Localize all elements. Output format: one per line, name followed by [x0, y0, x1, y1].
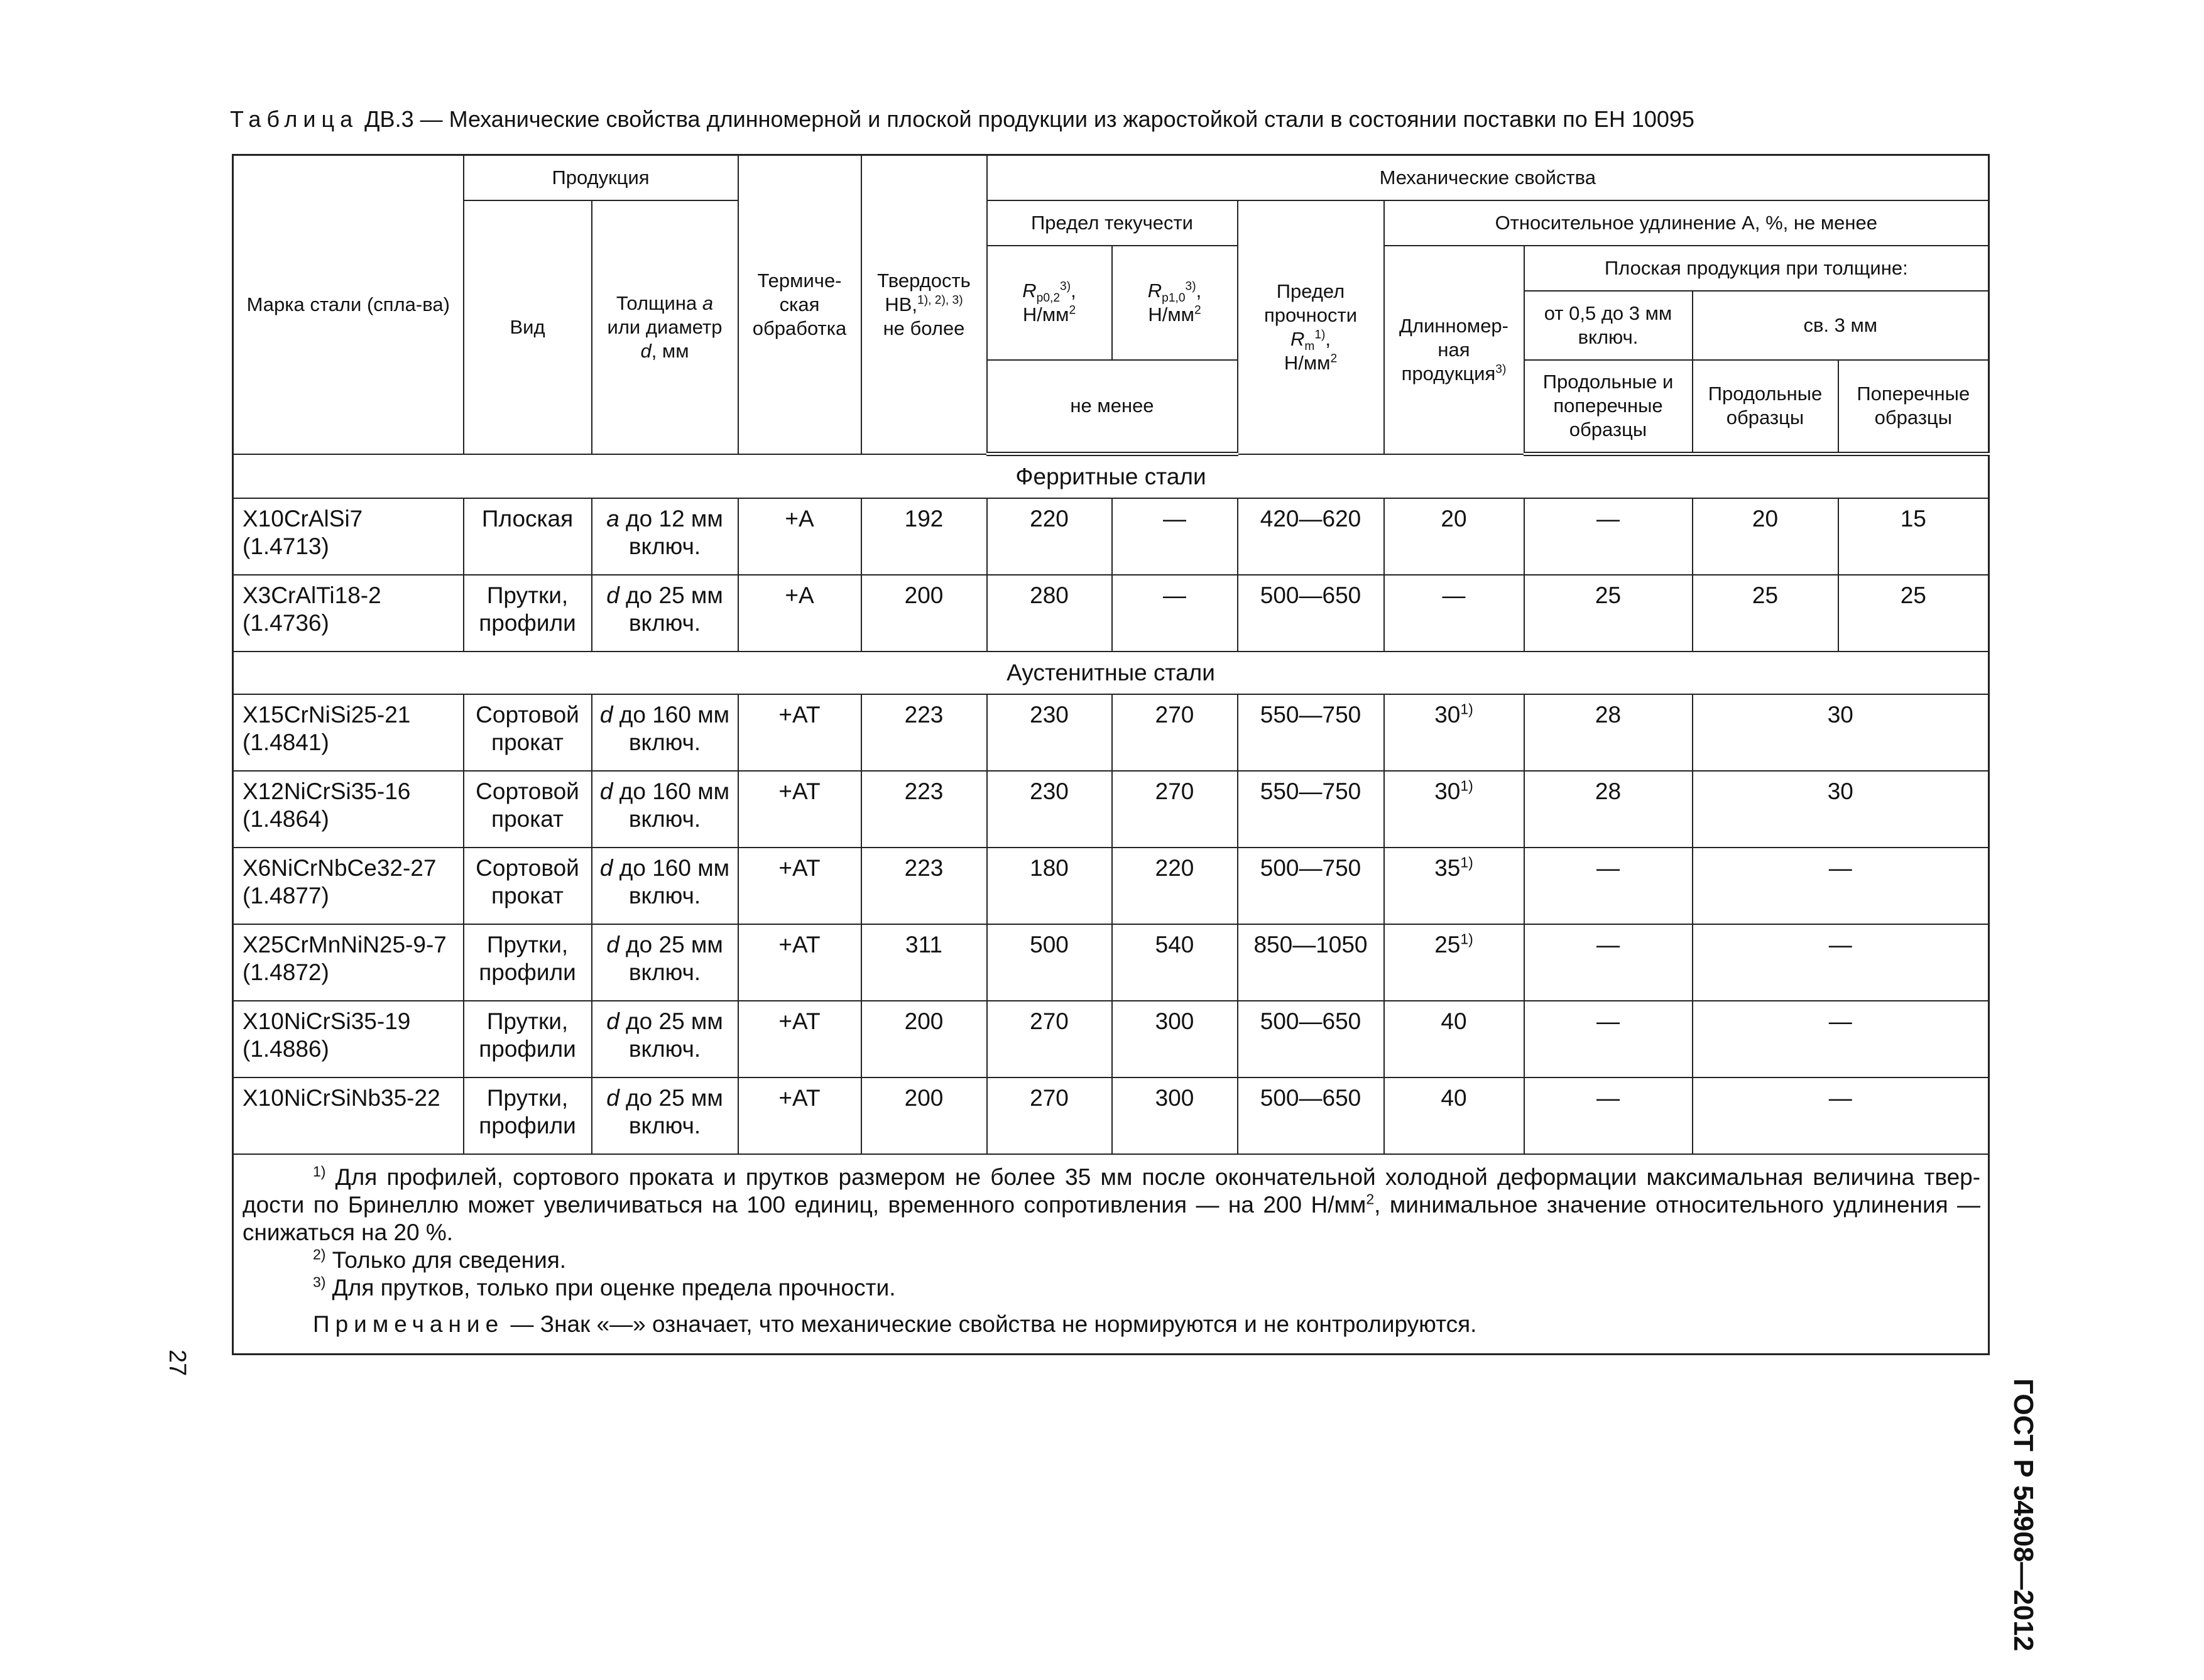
steel-grade: X12NiCrSi35-16 [243, 778, 411, 804]
header-hardness [861, 155, 987, 454]
long-products-label: Длинномер-ная продукция [1399, 314, 1508, 385]
footnote-2 [243, 1246, 1980, 1274]
header-grade: Марка стали (спла-ва) [233, 155, 464, 454]
header-mechanical-properties: Механические свойства [987, 155, 1989, 200]
cell-grade [233, 1077, 464, 1154]
cell-elongation-long [1384, 771, 1524, 848]
table-header [233, 155, 1989, 454]
header-rp10: $R_{p1,0}^{3)}$, $Н/мм^2$ [1112, 246, 1238, 360]
table-note [243, 1311, 1980, 1338]
thickness-mid: или диаметр [607, 315, 723, 338]
dimension-variable: d [599, 855, 613, 881]
steel-grade: X10NiCrSi35-19 [243, 1008, 411, 1034]
cell-grade [233, 924, 464, 1001]
table-row [233, 924, 1989, 1001]
dimension-variable: d [606, 1085, 619, 1111]
rp10-unit: Н/мм [1148, 303, 1194, 325]
tensile-unit-sup: 2 [1330, 352, 1338, 366]
cell-rp02: 270 [987, 1077, 1112, 1154]
cell-rp10: 540 [1112, 924, 1238, 1001]
dimension-text: до 25 мм включ. [619, 1085, 723, 1138]
cell-ht: +AT [738, 924, 861, 1001]
cell-elongation-thick: — [1693, 1077, 1989, 1154]
footnote-1-text-a: Для профилей, сортового проката и прутков размером не более 35 мм после окончательной холодной деформации максимальная величина твер-дости по Бринеллю может увеличиваться на 100 единиц, временного сопротивления — на 200 Н/мм [243, 1164, 1981, 1218]
table-row [233, 848, 1989, 924]
cell-rp10: 220 [1112, 848, 1238, 924]
cell-rm: 500—650 [1238, 1077, 1384, 1154]
table-row [233, 575, 1989, 652]
table-row [233, 771, 1989, 848]
cell-rp02: 500 [987, 924, 1112, 1001]
cell-hb: 223 [861, 694, 987, 771]
cell-elongation-long [1384, 694, 1524, 771]
header-not-less: не менее [987, 360, 1238, 454]
cell-hb: 223 [861, 848, 987, 924]
header-elongation: Относительное удлинение А, %, не менее [1384, 200, 1989, 246]
cell-rp10: 300 [1112, 1001, 1238, 1077]
hardness-line1: Твердость [877, 269, 971, 292]
header-heat-treatment: Термиче-ская обработка [738, 155, 861, 454]
dimension-variable: d [599, 702, 613, 728]
cell-dimension [592, 1077, 738, 1154]
cell-elongation-longitudinal: 20 [1693, 498, 1838, 575]
header-longitudinal-specimens: Продольные образцы [1693, 360, 1838, 454]
footnotes [233, 1154, 1989, 1355]
header-flat-products: Плоская продукция при толщине: [1524, 246, 1989, 291]
cell-rm: 500—750 [1238, 848, 1384, 924]
rp02-unit: Н/мм [1022, 303, 1069, 325]
elongation-long-value: 20 [1441, 506, 1467, 532]
rp10-sub: p1,0 [1162, 291, 1186, 305]
rp10-symbol: R [1147, 279, 1162, 302]
cell-elongation-thick: — [1693, 1001, 1989, 1077]
cell-rp10: — [1112, 498, 1238, 575]
header-tensile-strength: Предел прочности $R_m^{1)}$, $Н/мм^2$ [1238, 200, 1384, 454]
dimension-text: до 12 мм включ. [619, 506, 723, 559]
material-number: (1.4877) [243, 883, 329, 908]
rp10-sup: 3) [1185, 280, 1196, 293]
tensile-sub: m [1304, 339, 1315, 353]
cell-grade [233, 575, 464, 652]
cell-rp02: 270 [987, 1001, 1112, 1077]
caption-label: Таблица [230, 106, 359, 132]
elongation-footnote-mark: 1) [1460, 930, 1473, 947]
cell-rp02: 230 [987, 771, 1112, 848]
cell-dimension [592, 771, 738, 848]
cell-rp10: 270 [1112, 694, 1238, 771]
material-number: (1.4864) [243, 806, 329, 832]
cell-rm: 420—620 [1238, 498, 1384, 575]
dimension-text: до 25 мм включ. [619, 932, 723, 985]
hardness-hb: НВ, [885, 293, 918, 315]
cell-elongation-thin: — [1524, 498, 1693, 575]
cell-elongation-transverse: 25 [1838, 575, 1989, 652]
cell-ht: +AT [738, 771, 861, 848]
elongation-footnote-mark: 1) [1460, 701, 1473, 717]
cell-rm: 500—650 [1238, 1001, 1384, 1077]
table-row [233, 1077, 1989, 1154]
dimension-text: до 160 мм включ. [613, 778, 730, 832]
note-label: Примечание [313, 1311, 505, 1337]
tensile-label: Предел прочности [1263, 280, 1358, 326]
cell-grade [233, 694, 464, 771]
cell-rp10: 300 [1112, 1077, 1238, 1154]
dimension-variable: d [606, 582, 619, 608]
footnotes-row [233, 1154, 1989, 1355]
steel-grade: X3CrAlTi18-2 [243, 582, 381, 608]
cell-dimension [592, 694, 738, 771]
footnote-1-sup: 2 [1366, 1191, 1375, 1208]
cell-rp02: 280 [987, 575, 1112, 652]
header-long-products [1384, 246, 1524, 454]
cell-hb: 200 [861, 575, 987, 652]
thickness-var-a: a [702, 292, 714, 314]
cell-ht: +AT [738, 1077, 861, 1154]
cell-elongation-thin: 28 [1524, 771, 1693, 848]
footnote-1-mark: 1) [313, 1163, 326, 1180]
material-number: (1.4886) [243, 1036, 329, 1062]
header-range-thin: от 0,5 до 3 мм включ. [1524, 291, 1693, 360]
cell-elongation-long [1384, 575, 1524, 652]
cell-ht: +AT [738, 694, 861, 771]
cell-dimension [592, 924, 738, 1001]
dimension-text: до 160 мм включ. [613, 702, 730, 755]
cell-ht: +A [738, 575, 861, 652]
thickness-var-d: d [640, 339, 652, 362]
cell-rm: 550—750 [1238, 771, 1384, 848]
cell-dimension [592, 575, 738, 652]
thickness-post: , мм [651, 339, 689, 362]
table-row [233, 1001, 1989, 1077]
cell-elongation-thin: 25 [1524, 575, 1693, 652]
header-type: Вид [464, 200, 592, 454]
cell-elongation-thick: 30 [1693, 694, 1989, 771]
section-title: Аустенитные стали [233, 652, 1989, 694]
cell-dimension [592, 498, 738, 575]
footnote-3-text: Для прутков, только при оценке предела прочности. [325, 1275, 896, 1301]
cell-dimension [592, 848, 738, 924]
page-number: 27 [164, 1350, 190, 1377]
dimension-text: до 160 мм включ. [613, 855, 730, 908]
cell-product-type: Прутки, профили [464, 575, 592, 652]
cell-product-type: Плоская [464, 498, 592, 575]
elongation-long-value: 25 [1434, 932, 1461, 957]
elongation-long-value: 35 [1434, 855, 1461, 881]
dimension-text: до 25 мм включ. [619, 582, 723, 636]
cell-elongation-long [1384, 1001, 1524, 1077]
cell-elongation-long [1384, 848, 1524, 924]
cell-grade [233, 848, 464, 924]
mechanical-properties-table [232, 154, 1990, 1355]
cell-rm: 550—750 [1238, 694, 1384, 771]
cell-elongation-thick: 30 [1693, 771, 1989, 848]
cell-elongation-thin: — [1524, 1001, 1693, 1077]
long-products-sup: 3) [1495, 363, 1507, 376]
cell-elongation-thin: — [1524, 848, 1693, 924]
cell-rp02: 230 [987, 694, 1112, 771]
material-number: (1.4841) [243, 729, 329, 755]
table-row [233, 498, 1989, 575]
tensile-sup: 1) [1314, 328, 1326, 342]
cell-elongation-long [1384, 498, 1524, 575]
header-yield-strength: Предел текучести [987, 200, 1238, 246]
standard-designation: ГОСТ Р 54908—2012 [2008, 1378, 2039, 1652]
cell-elongation-longitudinal: 25 [1693, 575, 1838, 652]
cell-elongation-thick: — [1693, 924, 1989, 1001]
table-row [233, 694, 1989, 771]
section-row [233, 454, 1989, 499]
material-number: (1.4736) [243, 610, 329, 636]
table-caption [230, 104, 1989, 134]
cell-rp02: 180 [987, 848, 1112, 924]
steel-grade: X15CrNiSi25-21 [243, 702, 411, 728]
hardness-line3: не более [883, 317, 965, 339]
cell-rp02: 220 [987, 498, 1112, 575]
cell-elongation-long [1384, 1077, 1524, 1154]
footnote-1 [243, 1164, 1980, 1246]
cell-elongation-thin: 28 [1524, 694, 1693, 771]
caption-text: ДВ.3 — Механические свойства длинномерной и плоской продукции из жаростойкой стали в состоянии поставки по ЕН 10095 [364, 106, 1694, 132]
hardness-footnote-marks: 1), 2), 3) [917, 293, 963, 307]
cell-product-type: Прутки, профили [464, 1077, 592, 1154]
cell-product-type: Прутки, профили [464, 1001, 592, 1077]
cell-product-type: Сортовой прокат [464, 694, 592, 771]
cell-grade [233, 498, 464, 575]
cell-elongation-long [1384, 924, 1524, 1001]
cell-product-type: Сортовой прокат [464, 771, 592, 848]
cell-ht: +AT [738, 848, 861, 924]
elongation-long-value: 40 [1441, 1085, 1467, 1111]
footnote-3 [243, 1274, 1980, 1302]
cell-dimension [592, 1001, 738, 1077]
cell-ht: +AT [738, 1001, 861, 1077]
cell-rm: 500—650 [1238, 575, 1384, 652]
dimension-variable: a [606, 506, 619, 532]
footnote-2-text: Только для сведения. [325, 1247, 567, 1273]
cell-hb: 311 [861, 924, 987, 1001]
cell-elongation-thin: — [1524, 924, 1693, 1001]
elongation-footnote-mark: 1) [1460, 777, 1473, 794]
elongation-long-value: 40 [1441, 1008, 1467, 1034]
cell-rp10: 270 [1112, 771, 1238, 848]
header-thickness [592, 200, 738, 454]
rp02-sup: 3) [1060, 280, 1071, 293]
table-body [233, 454, 1989, 1355]
cell-rp10: — [1112, 575, 1238, 652]
header-rp02: $R_{p0,2}^{3)}$, $Н/мм^2$ [987, 246, 1112, 360]
footnote-2-mark: 2) [313, 1246, 326, 1263]
section-row [233, 652, 1989, 694]
rp02-sub: p0,2 [1036, 291, 1061, 305]
cell-hb: 192 [861, 498, 987, 575]
rp10-unit-sup: 2 [1194, 303, 1201, 317]
header-long-and-trans-specimens: Продольные и поперечные образцы [1524, 360, 1693, 454]
cell-elongation-transverse: 15 [1838, 498, 1989, 575]
cell-grade [233, 1001, 464, 1077]
elongation-long-value: 30 [1434, 778, 1461, 804]
cell-product-type: Сортовой прокат [464, 848, 592, 924]
header-range-thick: св. 3 мм [1693, 291, 1989, 360]
footnote-3-mark: 3) [313, 1274, 326, 1290]
footnote-1-text-b: , минимальное значение относительного удлинения — снижаться на 20 %. [243, 1192, 1981, 1245]
cell-hb: 223 [861, 771, 987, 848]
rp02-unit-sup: 2 [1069, 303, 1076, 317]
tensile-unit: Н/мм [1284, 351, 1331, 374]
cell-hb: 200 [861, 1001, 987, 1077]
cell-elongation-thick: — [1693, 848, 1989, 924]
steel-grade: X10NiCrSiNb35-22 [243, 1085, 440, 1111]
elongation-long-value: — [1442, 582, 1466, 608]
cell-rm: 850—1050 [1238, 924, 1384, 1001]
section-title: Ферритные стали [233, 454, 1989, 499]
cell-product-type: Прутки, профили [464, 924, 592, 1001]
tensile-symbol: R [1290, 327, 1305, 350]
cell-elongation-thin: — [1524, 1077, 1693, 1154]
material-number: (1.4713) [243, 533, 329, 559]
steel-grade: X6NiCrNbCe32-27 [243, 855, 437, 881]
header-transverse-specimens: Поперечные образцы [1838, 360, 1989, 454]
elongation-footnote-mark: 1) [1460, 854, 1473, 871]
rp02-symbol: R [1022, 279, 1037, 302]
steel-grade: X10CrAlSi7 [243, 506, 363, 532]
cell-grade [233, 771, 464, 848]
cell-hb: 200 [861, 1077, 987, 1154]
steel-grade: X25CrMnNiN25-9-7 [243, 932, 447, 957]
thickness-pre: Толщина [616, 292, 697, 314]
dimension-variable: d [606, 1008, 619, 1034]
material-number: (1.4872) [243, 959, 329, 985]
header-product: Продукция [464, 155, 738, 200]
elongation-long-value: 30 [1434, 702, 1461, 728]
dimension-text: до 25 мм включ. [619, 1008, 723, 1062]
dimension-variable: d [599, 778, 613, 804]
note-text: — Знак «—» означает, что механические свойства не нормируются и не контролируются. [504, 1311, 1477, 1337]
cell-ht: +A [738, 498, 861, 575]
dimension-variable: d [606, 932, 619, 957]
